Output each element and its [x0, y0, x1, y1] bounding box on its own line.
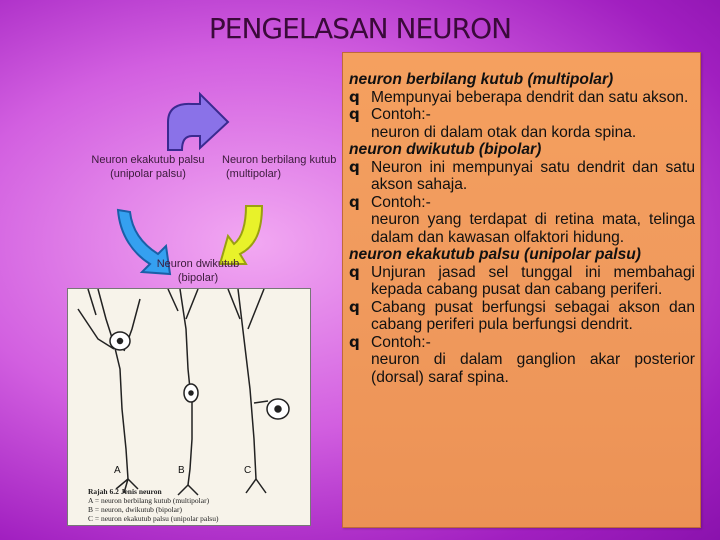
bullet-multipolar-2 — [349, 106, 695, 124]
label-unipolar — [78, 153, 218, 181]
bullet-icon: q — [349, 87, 360, 106]
caption-b: B = neuron, dwikutub (bipolar) — [88, 505, 183, 514]
bullet-bipolar-1 — [349, 159, 695, 194]
label-bipolar-line2: (bipolar) — [177, 272, 219, 284]
bullet-icon: q — [349, 105, 360, 123]
bullet-text: Neuron ini mempunyai satu dendrit dan satu akson sahaja. — [371, 158, 695, 193]
bullet-text: Contoh:- — [371, 106, 431, 123]
figure-label-c: C — [244, 465, 252, 476]
label-bipolar — [136, 257, 260, 285]
cycle-arrow-top — [168, 94, 228, 150]
figure-label-b: B — [178, 465, 185, 476]
multipolar-example: neuron di dalam otak dan korda spina. — [371, 123, 637, 141]
neuron-types-figure — [67, 288, 311, 526]
section-head-bipolar: neuron dwikutub (bipolar) — [349, 141, 542, 158]
bullet-icon: q — [349, 332, 360, 351]
bullet-text: Mempunyai beberapa dendrit dan satu akson. — [371, 88, 689, 106]
bullet-icon: q — [349, 157, 360, 176]
bullet-text: Contoh:- — [371, 193, 431, 211]
bipolar-example: neuron yang terdapat di retina mata, telinga dalam dan kawasan olfaktori hidung. — [371, 211, 695, 246]
caption-c: C = neuron ekakutub palsu (unipolar palsu) — [88, 514, 219, 523]
label-multipolar — [222, 153, 362, 181]
cycle-diagram — [0, 0, 340, 300]
bullet-text: Cabang pusat berfungsi sebagai akson dan cabang periferi pula berfungsi dendrit. — [371, 298, 695, 333]
unipolar-example: neuron di dalam ganglion akar posterior (dorsal) saraf spina. — [371, 351, 695, 386]
section-head-multipolar: neuron berbilang kutub (multipolar) — [349, 71, 614, 88]
label-bipolar-line1: Neuron dwikutub — [156, 258, 240, 270]
bullet-text: Contoh:- — [371, 333, 431, 351]
label-unipolar-line2: (unipolar palsu) — [110, 168, 186, 180]
bullet-icon: q — [349, 262, 360, 281]
section-head-unipolar: neuron ekakutub palsu (unipolar palsu) — [349, 246, 641, 263]
bullet-icon: q — [349, 297, 360, 316]
label-multipolar-line2: (multipolar) — [226, 168, 282, 180]
bullet-bipolar-2 — [349, 194, 695, 212]
figure-caption — [88, 487, 218, 523]
label-unipolar-line1: Neuron ekakutub palsu — [91, 154, 205, 166]
bullet-unipolar-3 — [349, 334, 695, 352]
bullet-unipolar-1 — [349, 264, 695, 299]
bullet-icon: q — [349, 192, 360, 211]
bullet-unipolar-2 — [349, 299, 695, 334]
figure-label-a: A — [114, 465, 121, 476]
bullet-text: Unjuran jasad sel tunggal ini membahagi kepada cabang pusat dan cabang periferi. — [371, 263, 695, 298]
label-multipolar-line1: Neuron berbilang kutub — [222, 154, 337, 166]
caption-title: Rajah 6.2 Jenis neuron — [88, 487, 162, 496]
bullet-multipolar-1 — [349, 89, 695, 107]
caption-a: A = neuron berbilang kutub (multipolar) — [88, 496, 210, 505]
slide-title: PENGELASAN NEURON — [208, 12, 512, 45]
cycle-arrow-right — [220, 206, 262, 264]
description-panel — [342, 52, 701, 528]
